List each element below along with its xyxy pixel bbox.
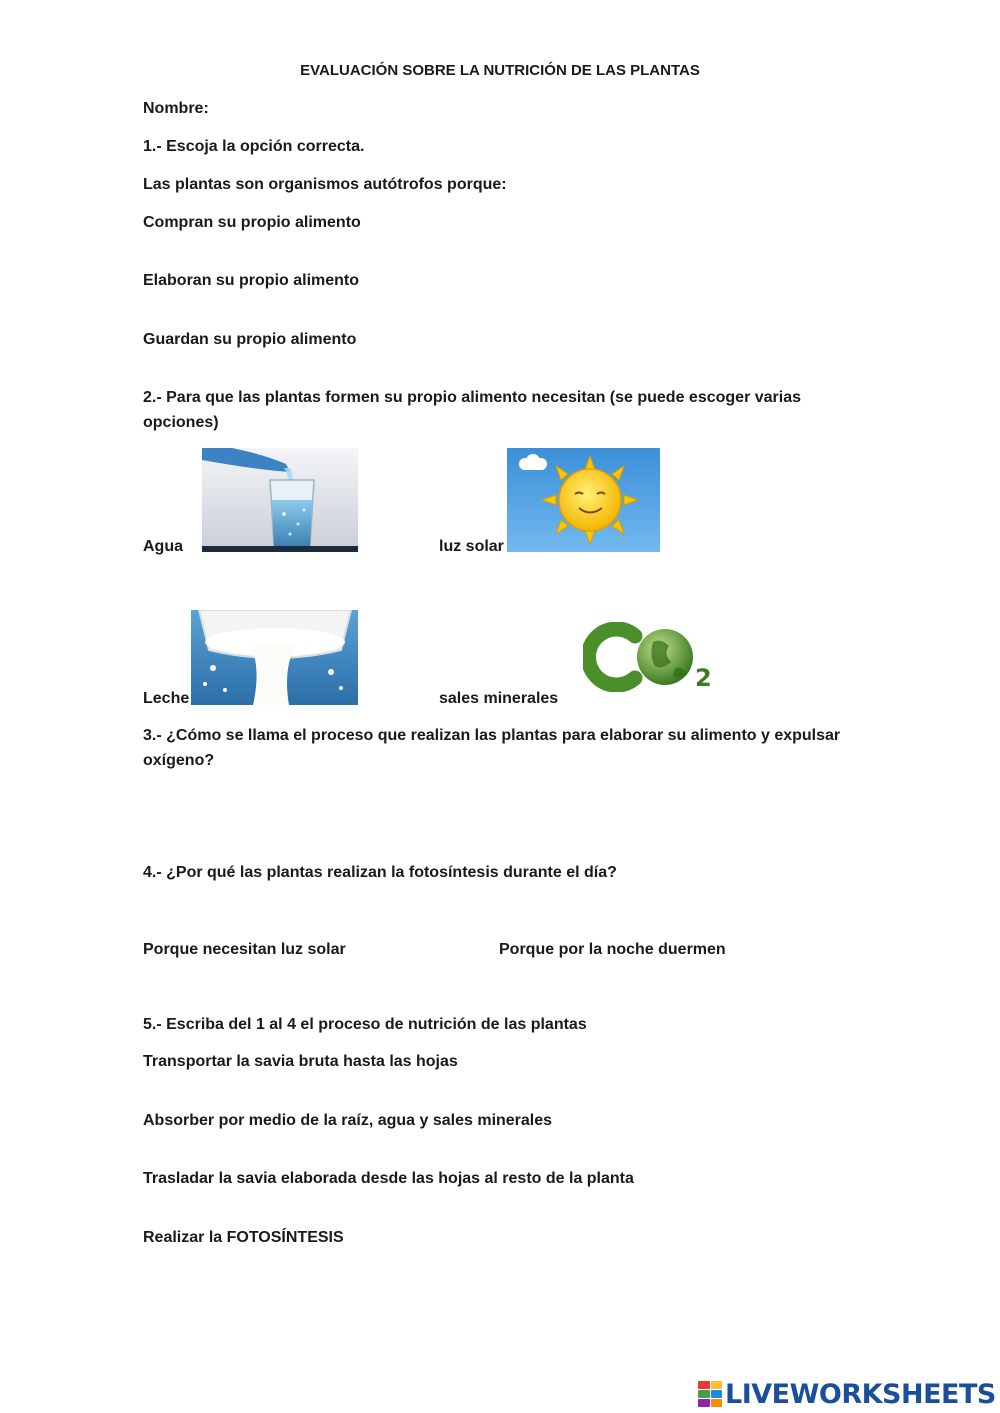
q5-step-2[interactable]: Absorber por medio de la raíz, agua y sales minerales xyxy=(143,1112,553,1129)
q1-option-3[interactable]: Guardan su propio alimento xyxy=(143,331,357,348)
q2-option-minerals[interactable]: sales minerales xyxy=(439,690,559,707)
question-1-heading: 1.- Escoja la opción correcta. xyxy=(143,138,365,155)
q2-option-sunlight[interactable]: luz solar xyxy=(439,538,504,555)
question-1-prompt: Las plantas son organismos autótrofos porque: xyxy=(143,176,507,193)
liveworksheets-logo xyxy=(698,1378,996,1410)
q5-step-3[interactable]: Trasladar la savia elaborada desde las hojas al resto de la planta xyxy=(143,1170,634,1187)
page-title: EVALUACIÓN SOBRE LA NUTRICIÓN DE LAS PLANTAS xyxy=(300,62,700,79)
co2-subscript: 2 xyxy=(695,664,712,692)
question-5-heading: 5.- Escriba del 1 al 4 el proceso de nutrición de las plantas xyxy=(143,1016,587,1033)
q5-step-4[interactable]: Realizar la FOTOSÍNTESIS xyxy=(143,1229,344,1246)
q2-option-milk[interactable]: Leche xyxy=(143,690,190,707)
question-3-heading: 3.- ¿Cómo se llama el proceso que realizan las plantas para elaborar su alimento y expulsar oxígeno? xyxy=(143,727,841,769)
liveworksheets-logo-icon xyxy=(698,1381,722,1407)
water-glass-image xyxy=(202,448,358,552)
question-4-heading: 4.- ¿Por qué las plantas realizan la fotosíntesis durante el día? xyxy=(143,864,617,881)
q2-option-water[interactable]: Agua xyxy=(143,538,183,555)
q4-option-2[interactable]: Porque por la noche duermen xyxy=(499,941,726,958)
name-label: Nombre: xyxy=(143,100,209,117)
sun-image xyxy=(507,448,660,552)
q1-option-2[interactable]: Elaboran su propio alimento xyxy=(143,272,360,289)
milk-image xyxy=(191,610,358,705)
q1-option-1[interactable]: Compran su propio alimento xyxy=(143,214,361,231)
question-2-heading: 2.- Para que las plantas formen su propio alimento necesitan (se puede escoger varias opciones) xyxy=(143,389,801,431)
q5-step-1[interactable]: Transportar la savia bruta hasta las hojas xyxy=(143,1053,458,1070)
liveworksheets-logo-text: LIVEWORKSHEETS xyxy=(725,1378,996,1410)
q4-option-1[interactable]: Porque necesitan luz solar xyxy=(143,941,346,958)
co2-image xyxy=(583,622,723,692)
